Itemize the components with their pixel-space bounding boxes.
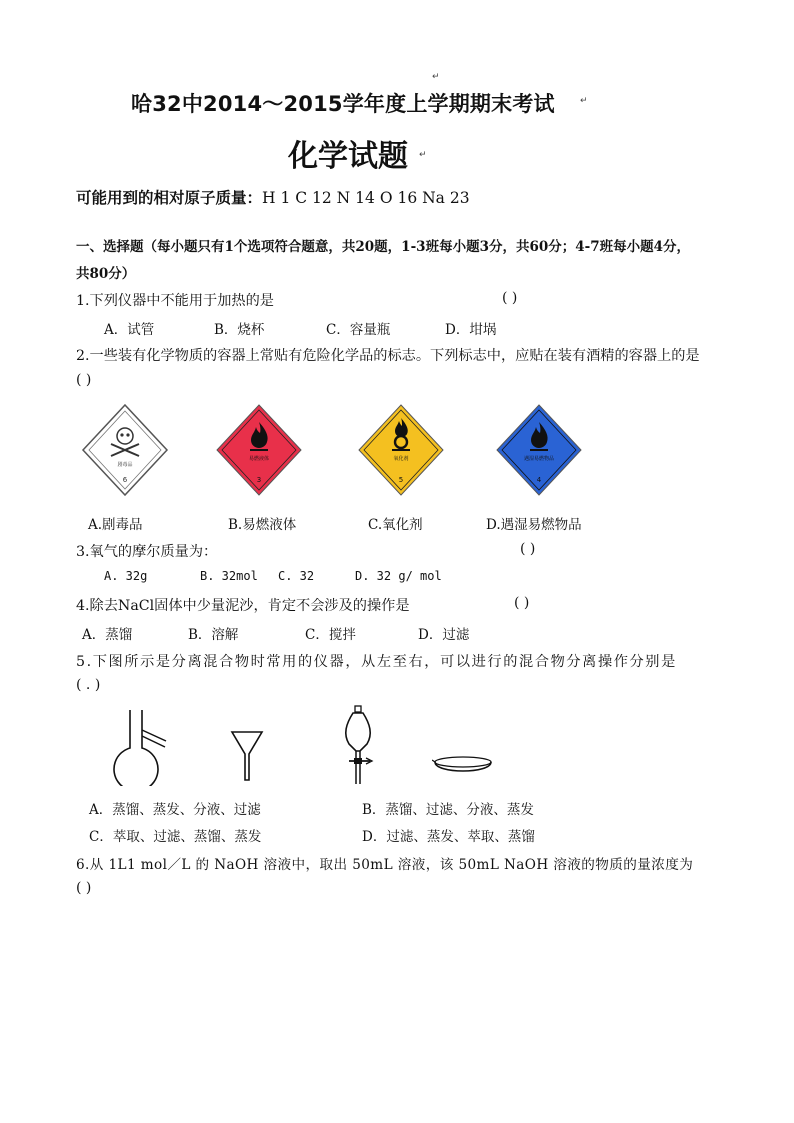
sign-text: 剧毒品	[117, 462, 133, 468]
q4-option-b: B．溶解	[188, 627, 239, 643]
sign-number: 4	[536, 476, 542, 484]
atomic-mass-line	[76, 186, 470, 208]
q1-option-b: B．烧杯	[214, 322, 265, 338]
sign-number: 6	[122, 476, 128, 484]
atomic-mass-values: H 1 C 12 N 14 O 16 Na 23	[262, 189, 470, 207]
question-6-stem: 6.从 1L1 mol／L 的 NaOH 溶液中，取出 50mL 溶液，该 50mL NaOH 溶液的物质的量浓度为	[76, 857, 694, 873]
school-exam-title: 哈32中2014～2015学年度上学期期末考试	[131, 92, 555, 116]
q5-option-c: C．萃取、过滤、蒸馏、蒸发	[89, 829, 262, 845]
funnel-icon	[230, 730, 264, 782]
question-5-answer-paren: ( . )	[76, 677, 101, 693]
section-header	[76, 235, 690, 255]
q3-option-b: B. 32mol	[200, 569, 258, 583]
q3-option-c: C. 32	[278, 569, 315, 583]
q5-option-a: A．蒸馏、蒸发、分液、过滤	[89, 802, 261, 818]
question-4-stem: 4.除去NaCl固体中少量泥沙，肯定不会涉及的操作是	[76, 598, 410, 614]
return-mark: ↵	[419, 150, 427, 160]
section-title: 一、选择题	[76, 239, 144, 255]
q1-option-c: C．容量瓶	[326, 322, 391, 338]
subject-title: 化学试题	[288, 139, 408, 174]
return-mark: ↵	[432, 72, 440, 82]
question-2-answer-paren: ( )	[76, 372, 92, 388]
q4-option-a: A．蒸馏	[82, 627, 133, 643]
question-5-stem: 5.下图所示是分离混合物时常用的仪器，从左至右，可以进行的混合物分离操作分别是	[76, 654, 677, 670]
q4-option-d: D．过滤	[418, 627, 470, 643]
sign-text: 遇湿易燃物品	[523, 456, 555, 462]
sign-text: 易燃液体	[248, 456, 270, 462]
question-4-answer-paren: ( )	[514, 595, 530, 611]
evaporating-dish-icon	[432, 754, 494, 780]
question-3-answer-paren: ( )	[520, 541, 536, 557]
q5-option-d: D．过滤、蒸发、萃取、蒸馏	[362, 829, 535, 845]
q5-option-b: B．蒸馏、过滤、分液、蒸发	[362, 802, 534, 818]
question-6-answer-paren: ( )	[76, 880, 92, 896]
q2-option-d: D.遇湿易燃物品	[486, 517, 582, 533]
atomic-mass-label: 可能用到的相对原子质量：	[76, 189, 263, 207]
q1-option-d: D．坩埚	[445, 322, 497, 338]
dangerous-when-wet-sign	[494, 402, 584, 498]
sign-number: 3	[256, 476, 262, 484]
question-1-answer-paren: ( )	[502, 290, 518, 306]
distillation-flask-icon	[112, 708, 168, 786]
sign-text: 氧化剂	[393, 456, 409, 462]
sign-number: 5	[398, 476, 404, 484]
flammable-liquid-sign	[214, 402, 304, 498]
question-2-stem: 2.一些装有化学物质的容器上常贴有危险化学品的标志。下列标志中，应贴在装有酒精的容器上的是	[76, 348, 700, 364]
q2-option-b: B.易燃液体	[228, 517, 297, 533]
q3-option-d: D. 32 g/ mol	[355, 569, 442, 583]
section-instructions: （每小题只有1个选项符合题意，共20题，1-3班每小题3分，共60分；4-7班每小题4分，	[143, 239, 691, 255]
return-mark: ↵	[580, 96, 588, 106]
question-3-stem: 3.氧气的摩尔质量为：	[76, 544, 218, 560]
q3-option-a: A. 32g	[104, 569, 148, 583]
q2-option-a: A.剧毒品	[88, 517, 143, 533]
toxic-hazard-sign	[80, 402, 170, 498]
section-instructions-cont: 共80分）	[76, 266, 136, 282]
q4-option-c: C．搅拌	[305, 627, 356, 643]
question-1-stem: 1.下列仪器中不能用于加热的是	[76, 293, 274, 309]
separatory-funnel-icon	[340, 704, 380, 786]
q1-option-a: A．试管	[104, 322, 155, 338]
oxidizer-sign	[356, 402, 446, 498]
q2-option-c: C.氧化剂	[368, 517, 423, 533]
